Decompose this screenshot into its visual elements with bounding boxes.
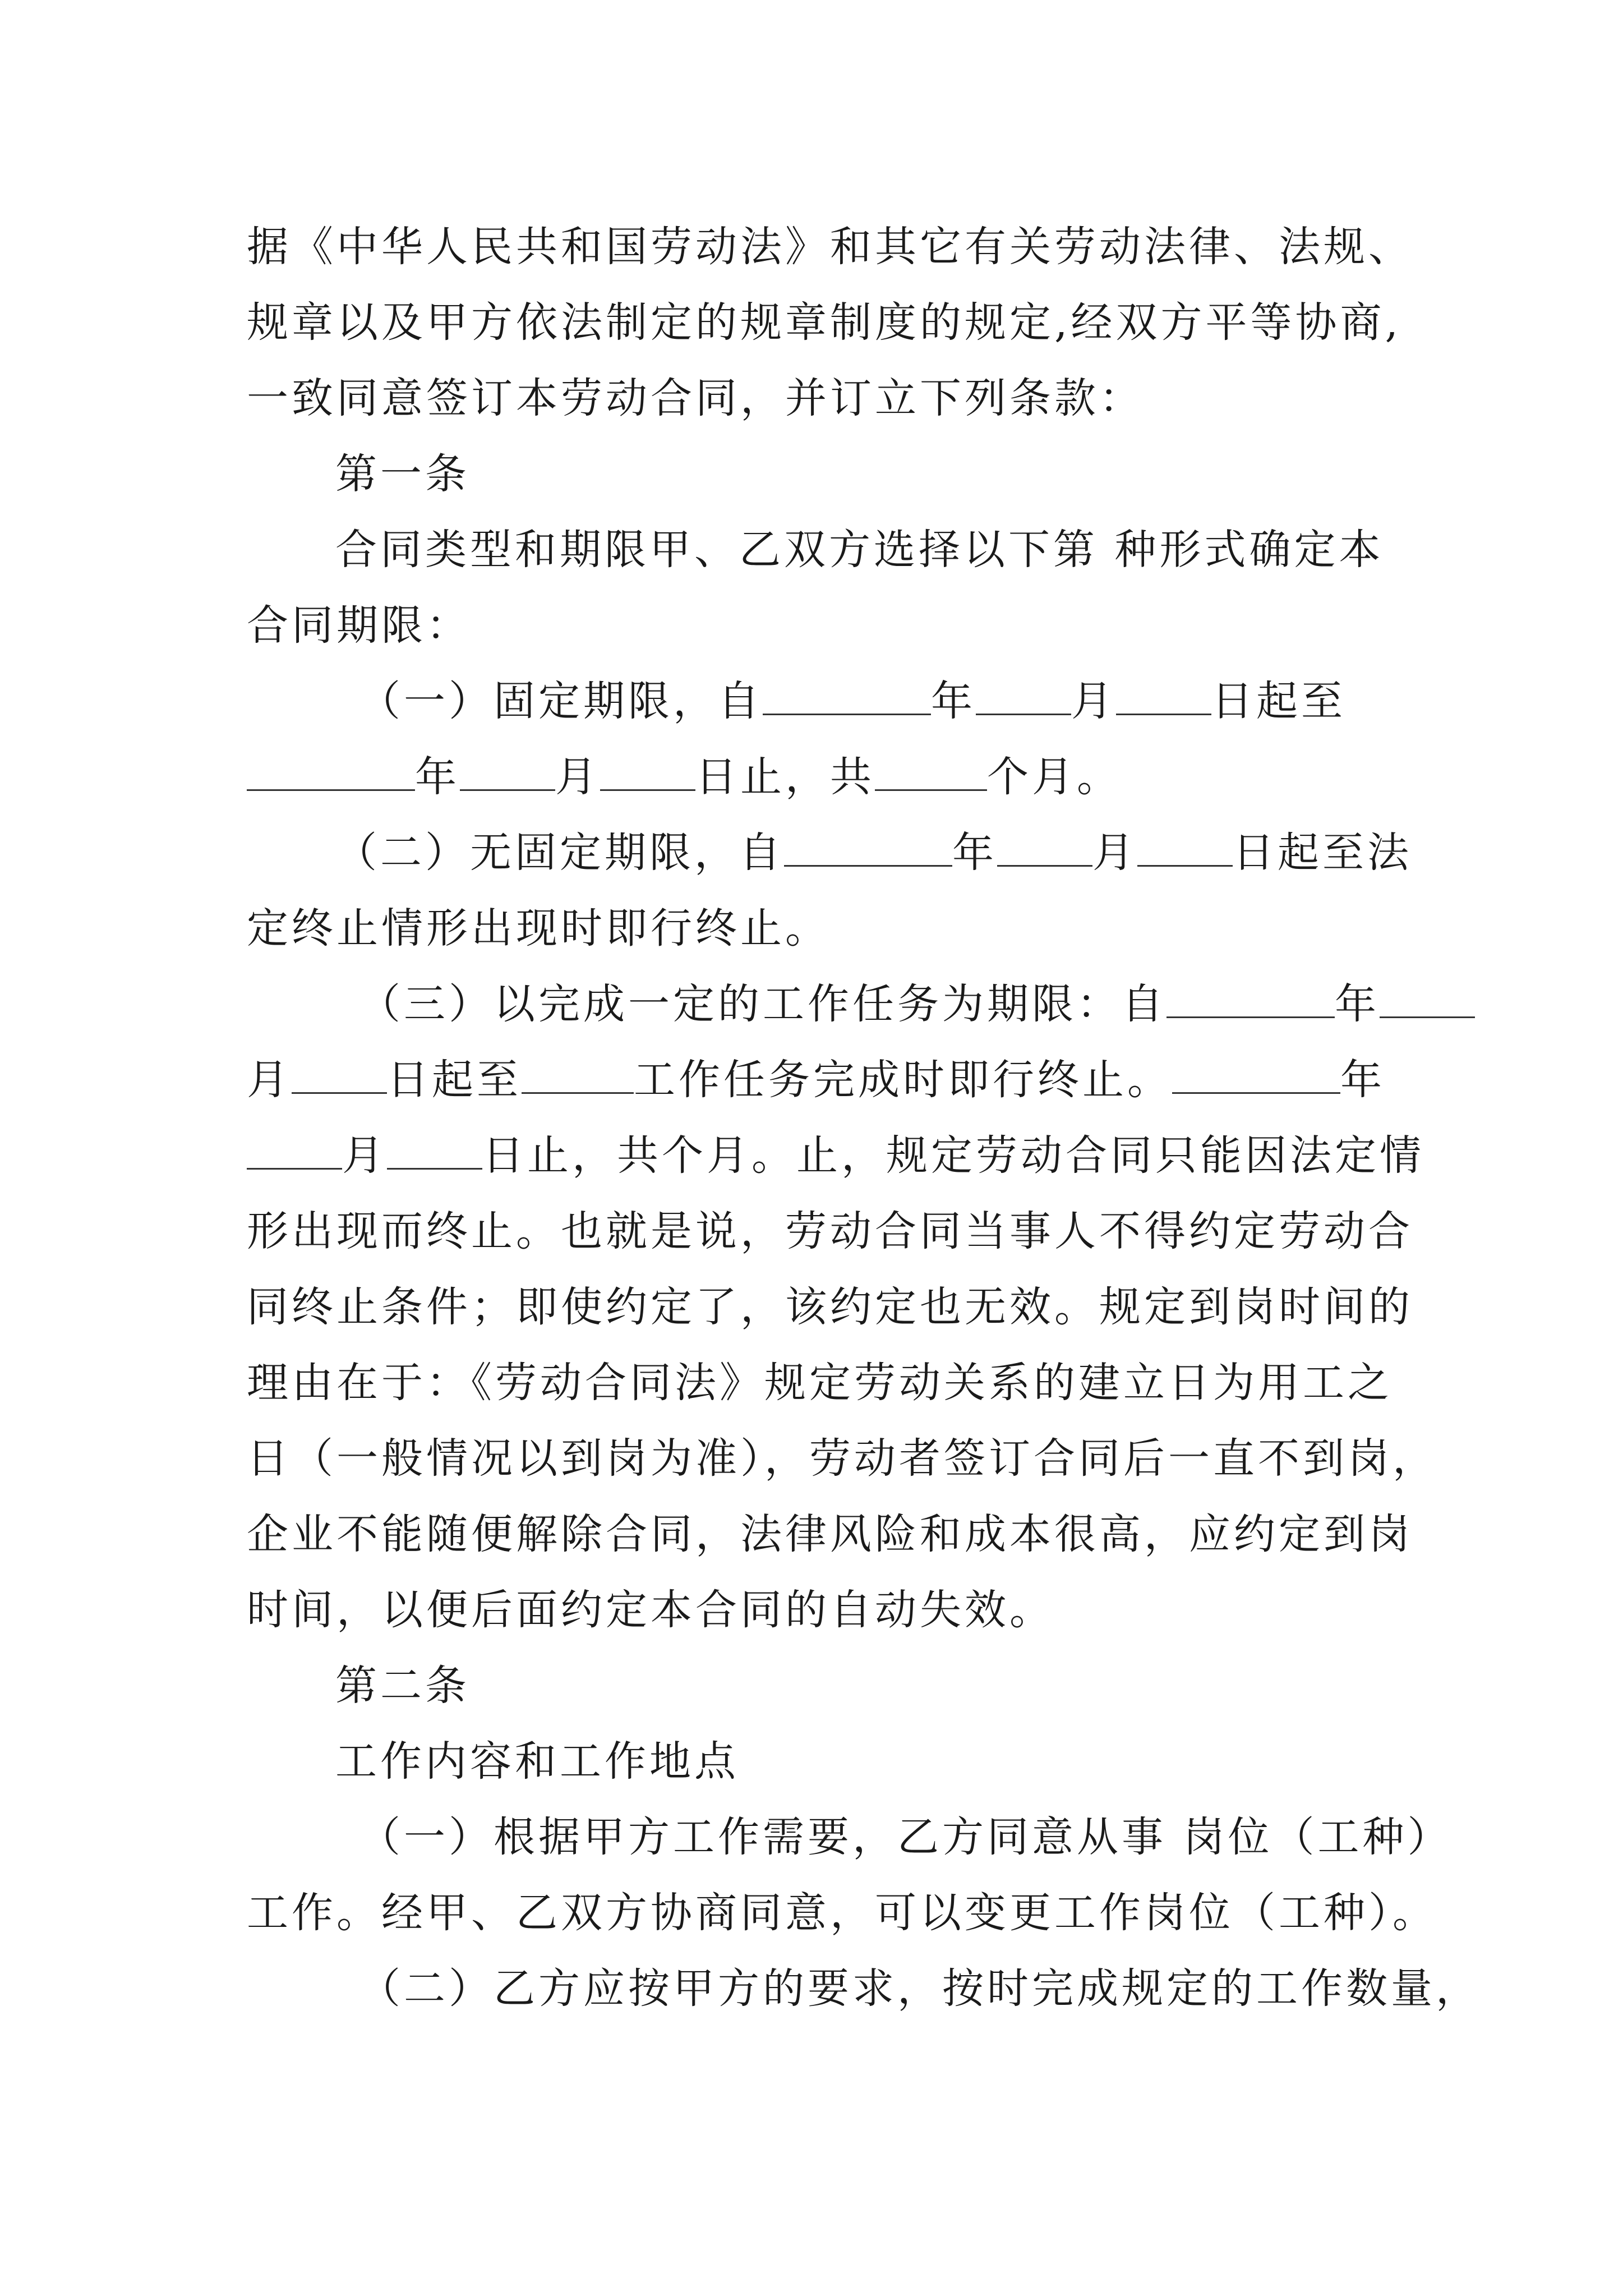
- paragraph-line: 月 日止，共个月。止，规定劳动合同只能因法定情: [247, 1130, 1424, 1181]
- article-heading-2: 第二条: [335, 1662, 470, 1710]
- paragraph-line: 一致同意签订本劳动合同，并订立下列条款：: [247, 374, 1144, 422]
- fill-blank-year[interactable]: [247, 752, 415, 791]
- paragraph-line: （一）根据甲方工作需要，乙方同意从事 岗位（工种）: [359, 1813, 1453, 1861]
- fill-blank-task[interactable]: [522, 1055, 634, 1094]
- fixed-term-line: （一）固定期限，自 年 月 日起至: [359, 677, 1346, 725]
- section-title: 工作内容和工作地点: [335, 1737, 739, 1786]
- paragraph-line: 规章以及甲方依法制定的规章制度的规定,经双方平等协商,: [247, 298, 1402, 347]
- task-term-end-line: 月 日起至 工作任务完成时即行终止。 年: [247, 1056, 1385, 1104]
- paragraph-line: 合同期限：: [247, 601, 471, 650]
- fill-blank-month[interactable]: [460, 752, 555, 791]
- fill-blank-months[interactable]: [875, 752, 987, 791]
- fill-blank-day[interactable]: [1137, 828, 1233, 867]
- paragraph-line: 据《中华人民共和国劳动法》和其它有关劳动法律、法规、: [247, 223, 1413, 271]
- paragraph-line: 定终止情形出现时即行终止。: [247, 904, 830, 953]
- paragraph-line: 企业不能随便解除合同，法律风险和成本很高，应约定到岗: [247, 1510, 1413, 1558]
- fill-blank-year[interactable]: [1166, 979, 1335, 1018]
- fill-blank-year[interactable]: [763, 677, 931, 715]
- fill-blank-year[interactable]: [784, 828, 952, 867]
- paragraph-line: 理由在于：《劳动合同法》规定劳动关系的建立日为用工之: [247, 1359, 1393, 1407]
- fill-blank-day[interactable]: [600, 752, 695, 791]
- fill-blank-month[interactable]: [247, 1131, 342, 1170]
- paragraph-line: 日（一般情况以到岗为准），劳动者签订合同后一直不到岗，: [247, 1434, 1437, 1483]
- paragraph-line: 合同类型和期限甲、乙双方选择以下第 种形式确定本: [335, 526, 1384, 574]
- fill-blank-month[interactable]: [976, 677, 1071, 715]
- fill-blank-day[interactable]: [387, 1131, 482, 1170]
- paragraph-line: 形出现而终止。也就是说，劳动合同当事人不得约定劳动合: [247, 1207, 1413, 1255]
- paragraph-line: 同终止条件；即使约定了，该约定也无效。规定到岗时间的: [247, 1283, 1413, 1331]
- fill-blank-day[interactable]: [292, 1055, 387, 1094]
- article-heading-1: 第一条: [335, 450, 470, 498]
- paragraph-line: （二）乙方应按甲方的要求，按时完成规定的工作数量，: [359, 1964, 1481, 2013]
- fixed-term-end-line: 年 月 日止，共 个月。: [247, 752, 1424, 802]
- task-term-line: （三）以完成一定的工作任务为期限：自 年: [359, 979, 1436, 1029]
- fill-blank-month[interactable]: [1380, 979, 1475, 1018]
- open-term-line: （二）无固定期限，自 年 月 日起至法: [335, 829, 1412, 877]
- fill-blank-day[interactable]: [1116, 677, 1211, 715]
- paragraph-line: 时间，以便后面约定本合同的自动失效。: [247, 1586, 1054, 1634]
- fill-blank-month[interactable]: [997, 828, 1092, 867]
- fill-blank-year[interactable]: [1172, 1055, 1340, 1094]
- paragraph-line: 工作。经甲、乙双方协商同意，可以变更工作岗位（工种）。: [247, 1889, 1437, 1937]
